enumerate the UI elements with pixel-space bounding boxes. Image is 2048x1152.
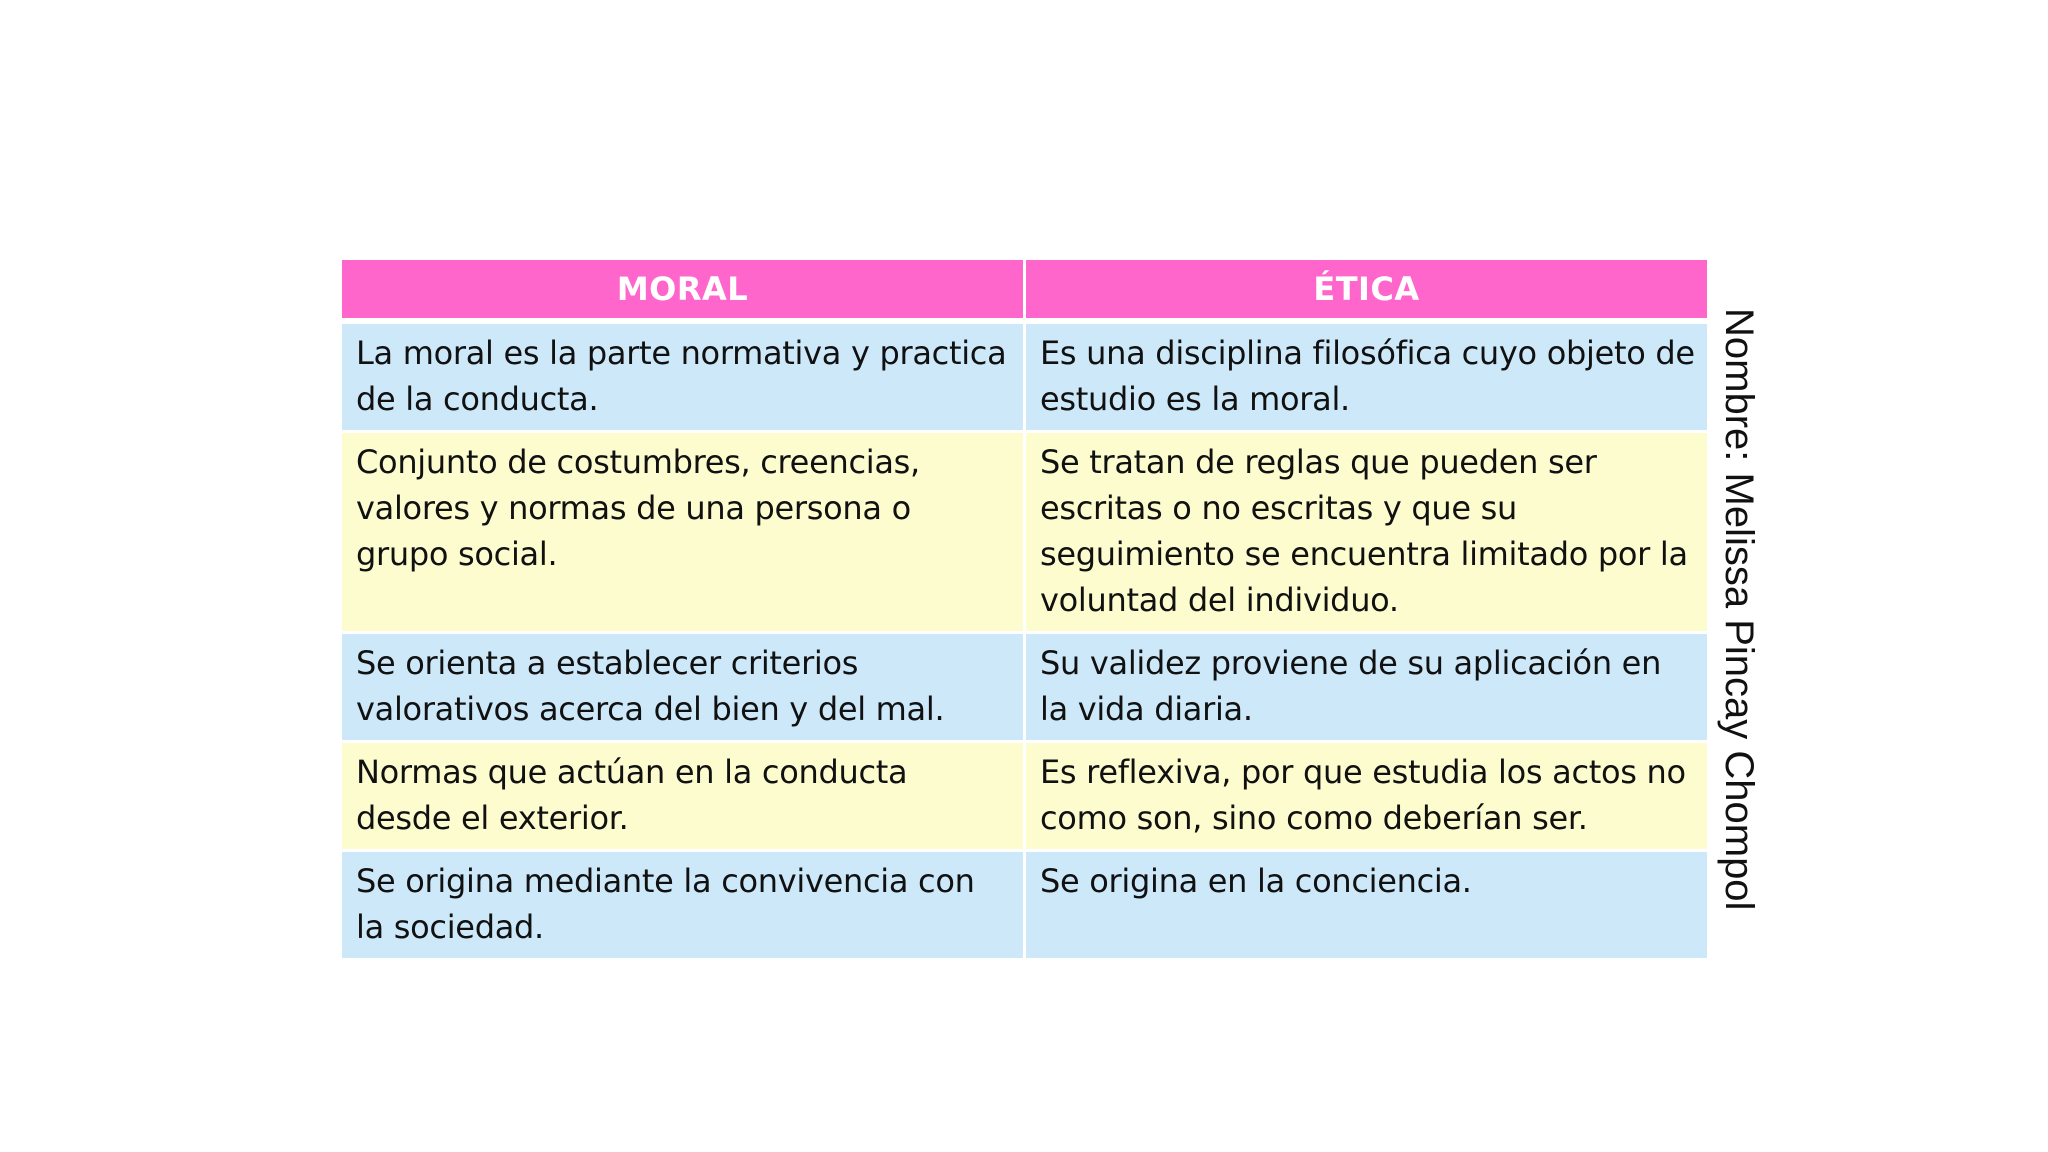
table-row — [342, 321, 1707, 432]
table-row — [342, 742, 1707, 851]
cell-moral: Normas que actúan en la conducta desde el exterior. — [342, 742, 1025, 851]
header-moral: MORAL — [342, 260, 1025, 321]
cell-etica: Es reflexiva, por que estudia los actos no como son, sino como deberían ser. — [1025, 742, 1708, 851]
cell-etica: Su validez proviene de su aplicación en la vida diaria. — [1025, 633, 1708, 742]
header-etica: ÉTICA — [1025, 260, 1708, 321]
cell-moral: Conjunto de costumbres, creencias, valores y normas de una persona o grupo social. — [342, 432, 1025, 633]
table-row — [342, 432, 1707, 633]
cell-moral: Se orienta a establecer criterios valorativos acerca del bien y del mal. — [342, 633, 1025, 742]
cell-moral: Se origina mediante la convivencia con la sociedad. — [342, 851, 1025, 960]
cell-etica: Se origina en la conciencia. — [1025, 851, 1708, 960]
cell-etica: Es una disciplina filosófica cuyo objeto de estudio es la moral. — [1025, 321, 1708, 432]
cell-moral: La moral es la parte normativa y practica de la conducta. — [342, 321, 1025, 432]
cell-etica: Se tratan de reglas que pueden ser escritas o no escritas y que su seguimiento se encuentra limitado por la voluntad del individuo. — [1025, 432, 1708, 633]
table-row — [342, 851, 1707, 960]
comparison-table — [342, 260, 1707, 961]
table-row — [342, 633, 1707, 742]
table-header-row — [342, 260, 1707, 321]
author-name: Nombre: Melissa Pincay Chompol — [1717, 308, 1761, 911]
